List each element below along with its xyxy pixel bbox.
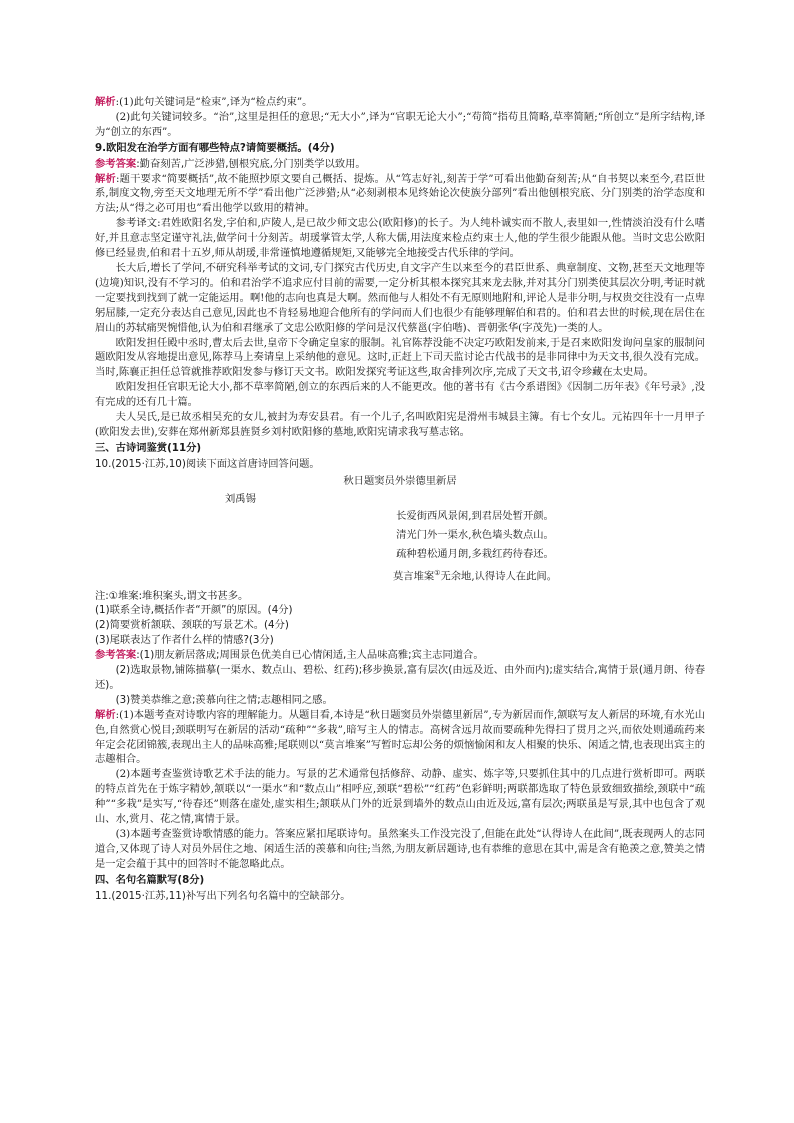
poem-line: 长爱街西风景闲,到君居处暂开颜。 <box>396 510 554 523</box>
jiexi-text: :题干要求“简要概括”,故不能照抄原文要自己概括、提炼。从“笃志好礼,刻苦于学”可看出他勤奋刻苦;从“自书契以来至今,君臣世系,制度文物,旁至天文地理无所不学”看出他广泛涉猎;从“必刻剥根本见终始论次使族分部列”看出他刨根究底、分门别类的治学态度和方法;从“得之必可用也”看出他学以致用的精神。 <box>95 172 706 215</box>
poem-author: 刘禹锡 <box>225 492 256 505</box>
translation-paragraph-5: 夫人吴氏,是已故丞相吴充的女儿,被封为寿安县君。有一个儿子,名叫欧阳宪是滑州韦城县主簿。有七个女儿。元祐四年十一月甲子(欧阳发去世),安葬在郑州新郑县旌贤乡刘村欧阳修的墓地,欧阳宪请求我写墓志铭。 <box>95 411 705 438</box>
q10-answer-1 <box>95 648 705 663</box>
jiexi-label: 解析 <box>95 172 116 185</box>
q9-jiexi <box>95 172 705 217</box>
translation-paragraph-1 <box>95 216 705 261</box>
poem-line <box>95 566 705 584</box>
poem-title: 秋日题窦员外崇德里新居 <box>343 474 457 487</box>
poem-line-part: 无余地,认得诗人在此间。 <box>440 570 557 583</box>
q10-jiexi-1 <box>95 708 705 768</box>
jiexi-paragraph-1 <box>95 95 705 110</box>
q9-answer <box>95 157 705 172</box>
poem-line: 清光门外一渠水,秋色墙头数点山。 <box>396 529 554 542</box>
jiexi-label: 解析 <box>95 708 116 721</box>
poem-line: 疏种碧松通月朗,多栽红药待春还。 <box>396 548 554 561</box>
sub-question-3: (3)尾联表达了作者什么样的情感?(3分) <box>95 634 274 647</box>
sub-question-2: (2)简要赏析颔联、颈联的写景艺术。(4分) <box>95 619 289 632</box>
jiexi-paragraph-2: (2)此句关键词较多。“治”,这里是担任的意思;“无大小”,译为“官职无论大小”;“苟简”指苟且简略,草率简陋;“所创立”是所字结构,译为“创立的东西”。 <box>95 110 705 138</box>
section-4-title: 四、名句名篇默写(8分) <box>95 873 205 886</box>
question-9: 9.欧阳发在治学方面有哪些特点?请简要概括。(4分) <box>95 141 335 154</box>
translation-paragraph-2: 长大后,增长了学问,不研究科举考试的文词,专门探究古代历史,自文字产生以来至今的君臣世系、典章制度、文物,甚至天文地理等(边境)知识,没有不学习的。伯和君治学不追求应付目前的需要,一定分析其根本探究其来龙去脉,并对其分门别类使其层次分明,考证时就一定要找到找到了就一定能运用。啊!他的志向也真是大啊。然而他与人相处不有无原则地附和,评论人是非分明,与权贵交往没有一点卑躬屈膝,一定充分表达自己意见,因此也不肯轻易地迎合他所有的学问而人们也很少有能够理解伯和君的。伯和君去世的时候,现在居住在眉山的苏轼痛哭惋惜他,认为伯和君继承了文忠公欧阳修的学问是汉代蔡邕(字伯喈)、晋朝张华(字茂先)一类的人。 <box>95 261 705 334</box>
q10-jiexi-2: (2)本题考查鉴赏诗歌艺术手法的能力。写景的艺术通常包括修辞、动静、虚实、炼字等,只要抓住其中的几点进行赏析即可。两联的特点首先在于炼字精妙,颔联以“一渠水”和“数点山”相呼应,颈联“碧松”“红药”色彩鲜明;两联都选取了特色景致细致描绘,颈联中“疏种”“多栽”是实写,“待春还”则落在虚处,虚实相生;颔联从门外的近景到墙外的数点山由近及远,富有层次;两联虽是写景,其中也包含了观山、水,赏月、花之情,寓情于景。 <box>95 768 705 826</box>
question-11: 11.(2015·江苏,11)补写出下列名句名篇中的空缺部分。 <box>95 889 351 902</box>
jiexi-text: :(1)本题考查对诗歌内容的理解能力。从题目看,本诗是“秋日题窦员外崇德里新居”,专为新居而作,颔联写友人新居的环境,有水光山色,自然赏心悦目;颈联明写在新居的活动“疏种”“多栽”,暗写主人的情志。高树含远月故而要疏种先得扫了贯月之兴,而依处则通疏药来年定会花团锦簇,表现出主人的品味高雅;尾联则以“莫言堆案”写暂时忘却公务的烦恼愉闲和友人相聚的快乐、闲适之情,也表现出宾主的志趣相合。 <box>95 708 705 766</box>
q10-answer-2: (2)选取景物,铺陈描摹(一渠水、数点山、碧松、红药);移步换景,富有层次(由远及近、由外而内);虚实结合,寓情于景(通月朗、待春还)。 <box>95 664 705 691</box>
sub-question-1: (1)联系全诗,概括作者“开颜”的原因。(4分) <box>95 604 293 617</box>
q10-jiexi-3: (3)本题考查鉴赏诗歌情感的能力。答案应紧扣尾联诗句。虽然案头工作没完没了,但能在此处“认得诗人在此间”,既表现两人的志同道合,又体现了诗人对员外居住之地、闲适生活的羡慕和向往;当然,为朋友新居题诗,也有恭维的意思在其中,需是含有艳羡之意,赞美之情是一定会蕴于其中的回答时不能忽略此点。 <box>95 828 705 870</box>
answer-text: :勤奋刻苦,广泛涉猎,刨根究底,分门别类学以致用。 <box>136 157 366 170</box>
jiexi-text: :(1)此句关键词是“检束”,译为“检点约束”。 <box>115 96 313 108</box>
translation-paragraph-3: 欧阳发担任殿中丞时,曹太后去世,皇帝下令确定皇家的服制。礼官陈荐没能不决定巧欧阳发前来,于是召来欧阳发询问皇家的服制问题欧阳发从容地提出意见,陈荐马上奏请皇上采纳他的意见。这时,正赶上下司天监讨论古代战书的是非同律中为天文书,很久没有完成。当时,陈襄正担任总管就推荐欧阳发参与修订天文书。欧阳发探究考证这些,取舍排列次序,完成了天文书,诏令珍藏在太史局。 <box>95 336 705 379</box>
translation-text: :君姓欧阳名发,字伯和,庐陵人,是已故少师文忠公(欧阳修)的长子。为人纯朴诚实而不散人,表里如一,性情淡泊没有什么嗜好,并且意志坚定谨守礼法,做学问十分刻苦。胡瑗掌管太学,人称大儒,用法度来检点约束士人,他的学生很少能跟从他。当时文忠公欧阳修已经显贵,伯和君十五岁,师从胡瑗,非常谨慎地遵循规矩,又能够完全地接受古代乐律的学问。 <box>95 217 706 260</box>
footnote-marker: ① <box>434 569 441 578</box>
jiexi-label: 解析 <box>95 96 116 108</box>
answer-label: 参考答案 <box>95 649 137 662</box>
question-10-stem: 10.(2015·江苏,10)阅读下面这首唐诗回答问题。 <box>95 457 320 470</box>
answer-label: 参考答案 <box>95 157 137 170</box>
section-3-title: 三、古诗词鉴赏(11分) <box>95 441 202 454</box>
poem-note: 注:①堆案:堆积案头,谓文书甚多。 <box>95 589 249 602</box>
poem-line-part: 莫言堆案 <box>392 570 435 583</box>
document-page <box>95 95 705 904</box>
answer-text: :(1)朋友新居落成;周围景色优美自已心情闲适,主人品味高雅;宾主志同道合。 <box>136 649 484 662</box>
q10-answer-3: (3)赞美恭维之意;羡慕向往之情;志趣相同之感。 <box>115 693 333 706</box>
translation-label: 参考译文 <box>115 217 158 230</box>
translation-paragraph-4: 欧阳发担任官职无论大小,都不草率简陋,创立的东西后来的人不能更改。他的著书有《古今系谱图》《因制二历年表》《年号录》,没有完成的还有几十篇。 <box>95 381 705 409</box>
